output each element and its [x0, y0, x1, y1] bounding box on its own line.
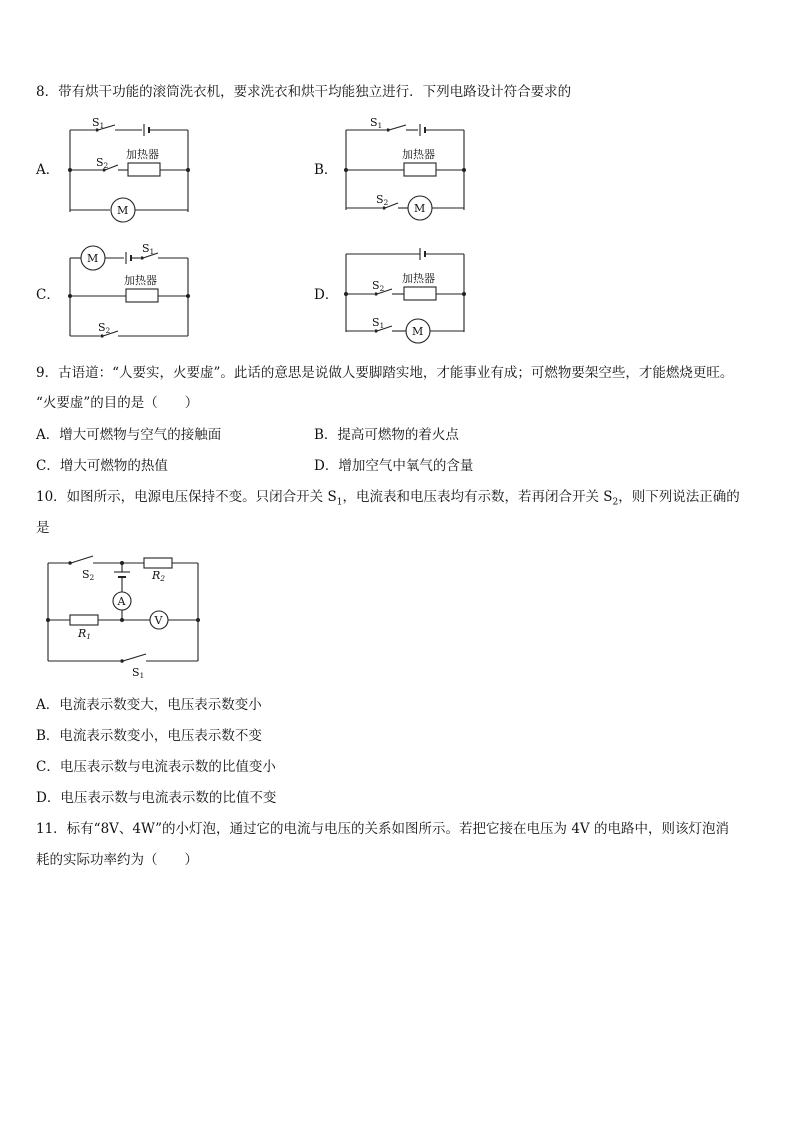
- q10-option-a: A．电流表示数变大，电压表示数变小: [36, 697, 262, 713]
- q8-option-a-label: A．: [36, 162, 60, 178]
- q8b-motor-label: M: [414, 202, 426, 215]
- q9-stem-line1: 9．古语道：“人要实，火要虚”。此话的意思是说做人要脚踏实地，才能事业有成；可燃物要架空些，才能燃烧更旺。: [36, 365, 734, 381]
- q10-option-d: D．电压表示数与电流表示数的比值不变: [36, 790, 277, 806]
- q8c-s1-label: S1: [142, 242, 155, 256]
- q8b-heater-label: 加热器: [402, 148, 435, 161]
- q9-option-d: D．增加空气中氧气的含量: [314, 458, 474, 474]
- q9-stem-line2: “火要虚”的目的是（ ）: [36, 395, 199, 411]
- q9-option-c: C．增大可燃物的热值: [36, 458, 168, 474]
- q8d-s2-label: S2: [372, 279, 385, 293]
- q10-stem-line2: 是: [36, 520, 50, 536]
- q8-circuit-a: [60, 112, 200, 222]
- q8-circuit-b: [336, 112, 476, 222]
- q10-r2-label: R2: [152, 569, 166, 583]
- q10-ammeter-label: A: [117, 595, 126, 608]
- q8a-s1-label: S1: [92, 116, 105, 130]
- q10-r1-label: R1: [78, 627, 92, 641]
- q10-circuit-diagram: [40, 550, 210, 680]
- q8b-s1-label: S1: [370, 116, 383, 130]
- q8d-heater-label: 加热器: [402, 272, 435, 285]
- q8-circuit-c: [60, 240, 200, 345]
- q11-stem-line1: 11．标有“8V、4W”的小灯泡，通过它的电流与电压的关系如图所示。若把它接在电压为 4V 的电路中，则该灯泡消: [36, 821, 729, 837]
- q10-s1-label: S1: [132, 666, 145, 680]
- q11-stem-line2: 耗的实际功率约为（ ）: [36, 852, 198, 868]
- q8-option-c-label: C．: [36, 287, 60, 303]
- q10-stem-line1: 10．如图所示，电源电压保持不变。只闭合开关 $S_1$，电流表和电压表均有示数，若再闭合开关 $S_2$，则下列说法正确的: [36, 489, 740, 508]
- q8-stem: 8．带有烘干功能的滚筒洗衣机，要求洗衣和烘干均能独立进行．下列电路设计符合要求的: [36, 84, 572, 100]
- q8c-motor-label: M: [87, 252, 99, 265]
- q9-option-b: B．提高可燃物的着火点: [314, 427, 459, 443]
- q8b-s2-label: S2: [376, 193, 389, 207]
- q10-s2-label: S2: [82, 568, 95, 582]
- q8c-heater-label: 加热器: [124, 274, 157, 287]
- q10-option-c: C．电压表示数与电流表示数的比值变小: [36, 759, 276, 775]
- q8a-heater-label: 加热器: [126, 148, 159, 161]
- q8c-s2-label: S2: [98, 321, 111, 335]
- q8-option-b-label: B．: [314, 162, 338, 178]
- q8d-motor-label: M: [412, 325, 424, 338]
- q8a-motor-label: M: [117, 204, 129, 217]
- q10-voltmeter-label: V: [154, 614, 163, 627]
- q8-circuit-d: [336, 240, 476, 345]
- q8a-s2-label: S2: [96, 156, 109, 170]
- q8-option-d-label: D．: [314, 287, 339, 303]
- q10-option-b: B．电流表示数变小，电压表示数不变: [36, 728, 262, 744]
- q8d-s1-label: S1: [372, 316, 385, 330]
- q9-option-a: A．增大可燃物与空气的接触面: [36, 427, 222, 443]
